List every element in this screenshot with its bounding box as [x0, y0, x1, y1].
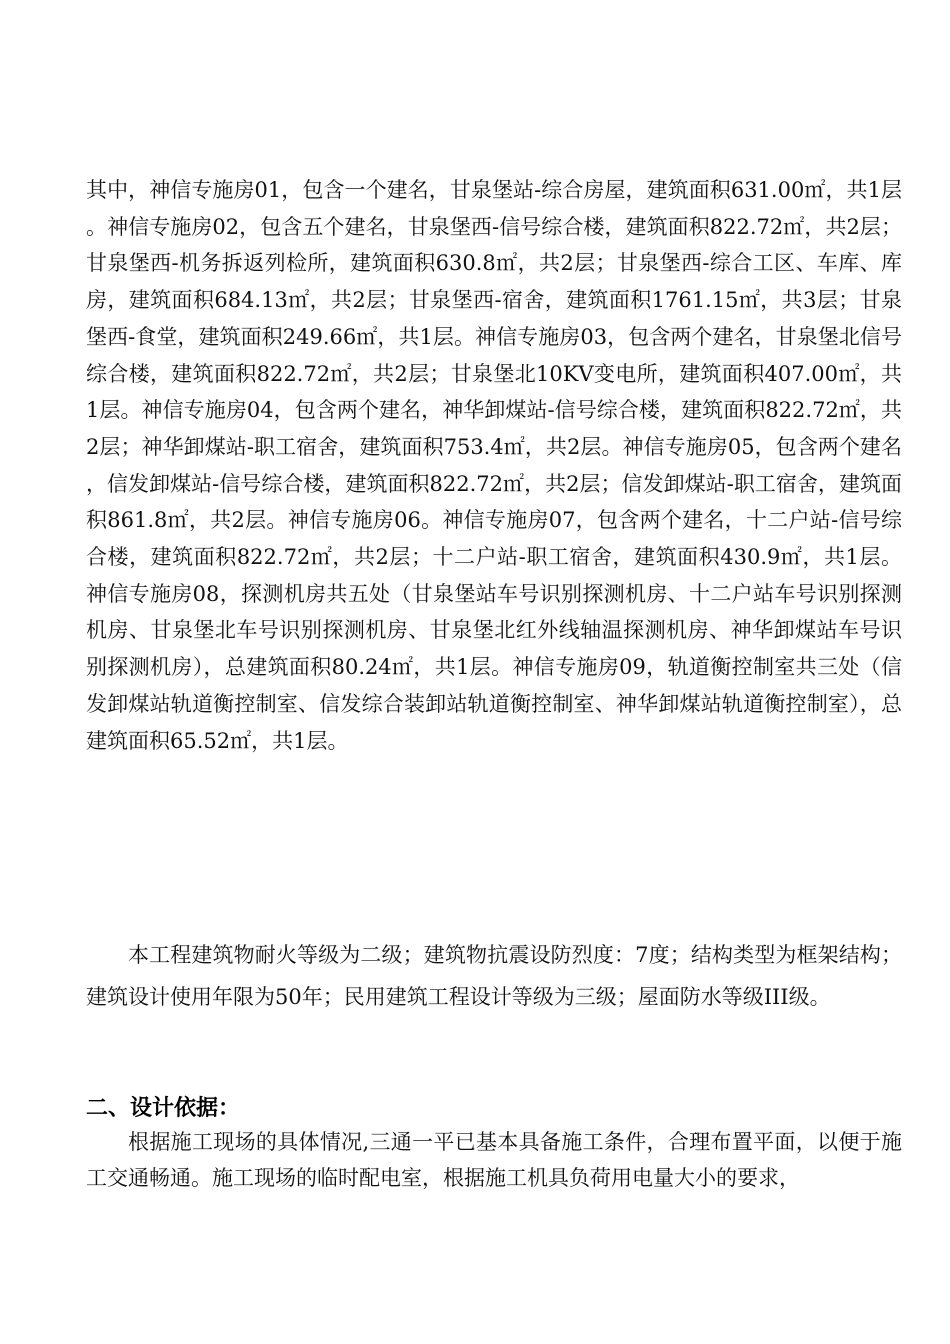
- section-heading: 二、设计依据：: [86, 1096, 241, 1121]
- design-basis-paragraph: 根据施工现场的具体情况,三通一平已基本具备施工条件，合理布置平面，以便于施工交通畅通。施工现场的临时配电室，根据施工机具负荷用电量大小的要求，: [86, 1130, 902, 1190]
- building-specs-paragraph: 本工程建筑物耐火等级为二级；建筑物抗震设防烈度：7度；结构类型为框架结构；建筑设计使用年限为50年；民用建筑工程设计等级为三级；屋面防水等级III级。: [86, 943, 902, 1009]
- project-buildings-paragraph: 其中，神信专施房01，包含一个建名，甘泉堡站-综合房屋，建筑面积631.00㎡，共1层。神信专施房02，包含五个建名，甘泉堡西-信号综合楼，建筑面积822.72㎡，共2层；甘泉堡西-机务拆返列检所，建筑面积630.8㎡，共2层；甘泉堡西-综合工区、车库、库房，建筑面积684.13㎡，共2层；甘泉堡西-宿舍，建筑面积1761.15㎡，共3层；甘泉堡西-食堂，建筑面积249.66㎡，共1层。神信专施房03，包含两个建名，甘泉堡北信号综合楼，建筑面积822.72㎡，共2层；甘泉堡北10KV变电所，建筑面积407.00㎡，共1层。神信专施房04，包含两个建名，神华卸煤站-信号综合楼，建筑面积822.72㎡，共2层；神华卸煤站-职工宿舍，建筑面积753.4㎡，共2层。神信专施房05，包含两个建名，信发卸煤站-信号综合楼，建筑面积822.72㎡，共2层；信发卸煤站-职工宿舍，建筑面积861.8㎡，共2层。神信专施房06。神信专施房07，包含两个建名，十二户站-信号综合楼，建筑面积822.72㎡，共2层；十二户站-职工宿舍，建筑面积430.9㎡，共1层。神信专施房08，探测机房共五处（甘泉堡站车号识别探测机房、十二户站车号识别探测机房、甘泉堡北车号识别探测机房、甘泉堡北红外线轴温探测机房、神华卸煤站车号识别探测机房），总建筑面积80.24㎡，共1层。神信专施房09，轨道衡控制室共三处（信发卸煤站轨道衡控制室、信发综合装卸站轨道衡控制室、神华卸煤站轨道衡控制室），总建筑面积65.52㎡，共1层。: [86, 178, 902, 753]
